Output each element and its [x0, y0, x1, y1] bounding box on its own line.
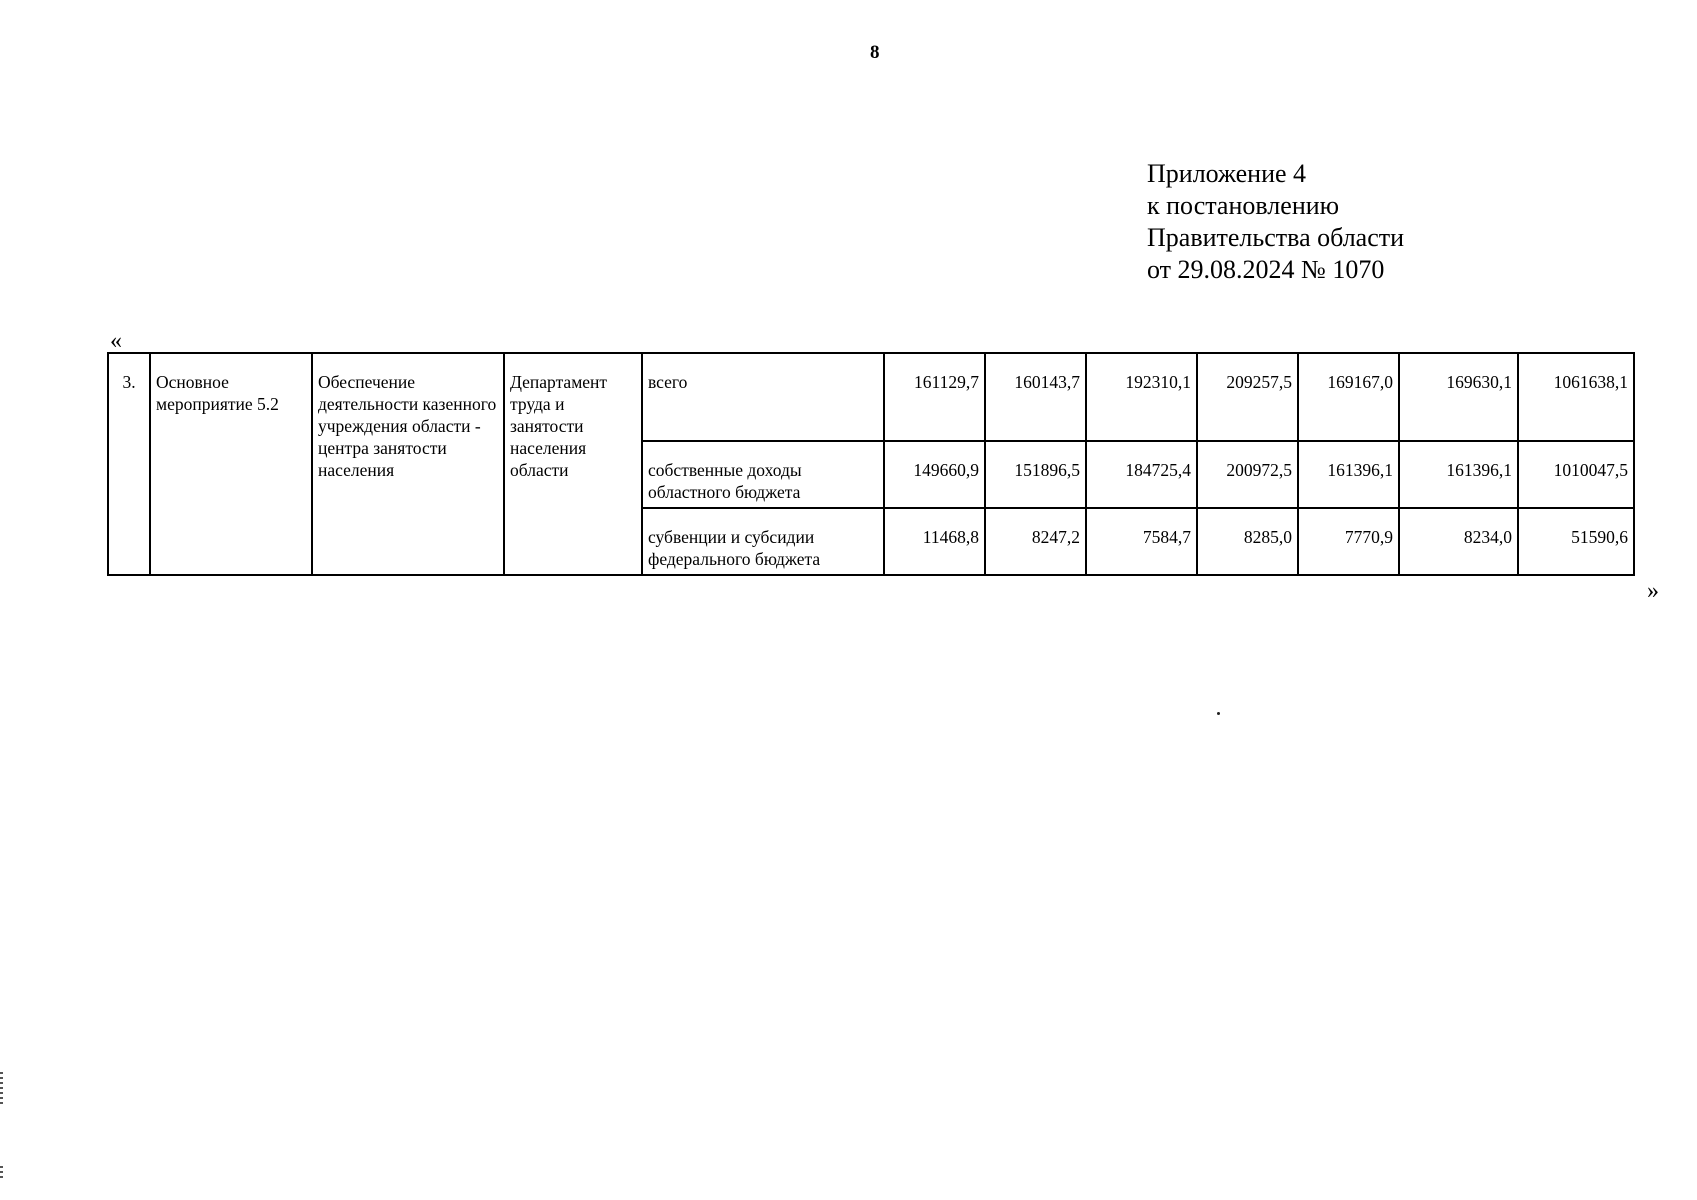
- value-cell: 161396,1: [1399, 441, 1518, 508]
- event-description: Обеспечение деятельности казенного учреждения области - центра занятости населения: [312, 353, 504, 575]
- appendix-line-4: от 29.08.2024 № 1070: [1147, 255, 1385, 284]
- opening-quote: «: [110, 328, 122, 354]
- funding-source: собственные доходы областного бюджета: [642, 441, 884, 508]
- page-number: 8: [870, 42, 880, 63]
- budget-table: [107, 352, 1635, 576]
- value-cell: 7584,7: [1086, 508, 1197, 575]
- value-cell: 161129,7: [884, 353, 985, 441]
- funding-source: субвенции и субсидии федерального бюджета: [642, 508, 884, 575]
- scan-edge-mark: [0, 1072, 3, 1104]
- row-index: 3.: [108, 353, 150, 575]
- value-cell: 160143,7: [985, 353, 1086, 441]
- executor: Департамент труда и занятости населения области: [504, 353, 642, 575]
- value-cell: 161396,1: [1298, 441, 1399, 508]
- appendix-header: [1147, 158, 1404, 286]
- value-cell: 8247,2: [985, 508, 1086, 575]
- value-cell: 1010047,5: [1518, 441, 1634, 508]
- value-cell: 11468,8: [884, 508, 985, 575]
- scan-speck: [1217, 712, 1220, 715]
- closing-quote: »: [1647, 578, 1659, 604]
- appendix-line-1: Приложение 4: [1147, 159, 1307, 188]
- value-cell: 200972,5: [1197, 441, 1298, 508]
- event-name: Основное мероприятие 5.2: [150, 353, 312, 575]
- value-cell: 192310,1: [1086, 353, 1197, 441]
- value-cell: 1061638,1: [1518, 353, 1634, 441]
- value-cell: 8285,0: [1197, 508, 1298, 575]
- value-cell: 184725,4: [1086, 441, 1197, 508]
- value-cell: 209257,5: [1197, 353, 1298, 441]
- table-row: [108, 353, 1634, 441]
- value-cell: 7770,9: [1298, 508, 1399, 575]
- funding-source: всего: [642, 353, 884, 441]
- value-cell: 151896,5: [985, 441, 1086, 508]
- value-cell: 149660,9: [884, 441, 985, 508]
- appendix-line-3: Правительства области: [1147, 223, 1405, 252]
- scan-edge-mark: [0, 1166, 3, 1180]
- appendix-line-2: к постановлению: [1147, 191, 1340, 220]
- value-cell: 169167,0: [1298, 353, 1399, 441]
- value-cell: 169630,1: [1399, 353, 1518, 441]
- value-cell: 51590,6: [1518, 508, 1634, 575]
- value-cell: 8234,0: [1399, 508, 1518, 575]
